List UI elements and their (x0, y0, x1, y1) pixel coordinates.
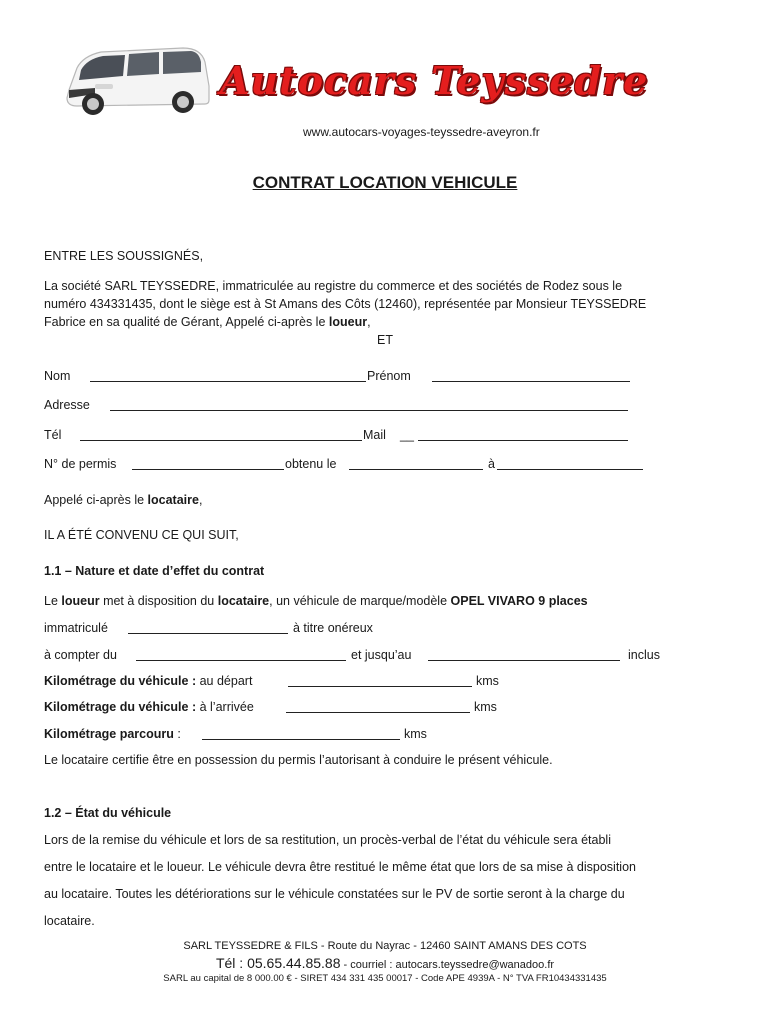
parties-intro: ENTRE LES SOUSSIGNÉS, (44, 249, 204, 263)
date-start-label: à compter du (44, 648, 117, 662)
date-end-field[interactable] (428, 648, 620, 661)
company-line-1: La société SARL TEYSSEDRE, immatriculée au registre du commerce et des sociétés de Rodez sous le (44, 279, 623, 293)
lieu-label: à (488, 457, 495, 471)
footer-address: SARL TEYSSEDRE & FILS - Route du Nayrac - 12460 SAINT AMANS DES COTS (183, 940, 587, 952)
vehicle-model: OPEL VIVARO 9 places (450, 594, 588, 608)
lieu-field[interactable] (497, 457, 643, 470)
km-arrivee-field[interactable] (286, 700, 470, 713)
company-logo-text: Autocars Teyssedre (220, 58, 649, 103)
permis-certification: Le locataire certifie être en possession du permis l’autorisant à conduire le présent véhicule. (44, 753, 553, 767)
loueur-term: loueur (328, 315, 368, 329)
nom-label: Nom (44, 369, 71, 383)
km-depart-field[interactable] (288, 674, 472, 687)
et-separator: ET (377, 333, 393, 347)
tel-field[interactable] (80, 428, 362, 441)
km-depart-unit: kms (476, 674, 499, 688)
adresse-label: Adresse (44, 398, 90, 412)
mail-field[interactable] (418, 428, 628, 441)
etat-line-1: Lors de la remise du véhicule et lors de sa restitution, un procès-verbal de l’état du véhicule sera établi (44, 833, 611, 847)
footer-email: - courriel : autocars.teyssedre@wanadoo.fr (340, 959, 555, 971)
company-line-3: Fabrice en sa qualité de Gérant, Appelé ci-après le loueur, (44, 315, 371, 329)
immatricule-label: immatriculé (44, 621, 108, 635)
footer-legal: SARL au capital de 8 000.00 € - SIRET 434 331 435 00017 - Code APE 4939A - N° TVA FR10434331435 (163, 973, 607, 984)
obtenu-label: obtenu le (285, 457, 337, 471)
immatricule-field[interactable] (128, 621, 288, 634)
etat-line-3: au locataire. Toutes les détériorations sur le véhicule constatées sur le PV de sortie seront à la charge du (44, 887, 625, 901)
footer-phone: Tél : 05.65.44.85.88 (215, 955, 341, 971)
date-start-field[interactable] (136, 648, 346, 661)
km-parcouru-field[interactable] (202, 727, 400, 740)
locataire-line: Appelé ci-après le locataire, (44, 493, 203, 507)
date-end-label: et jusqu’au (351, 648, 412, 662)
van-icon (55, 42, 215, 122)
locataire-term: locataire (147, 493, 199, 507)
vehicle-line: Le loueur met à disposition du locataire, un véhicule de marque/modèle OPEL VIVARO 9 places (44, 594, 588, 608)
km-arrivee-unit: kms (474, 700, 497, 714)
permis-field[interactable] (132, 457, 284, 470)
inclus-label: inclus (628, 648, 660, 662)
permis-label: N° de permis (44, 457, 117, 471)
page-title: CONTRAT LOCATION VEHICULE (252, 173, 518, 192)
mail-prefix: __ (400, 428, 414, 442)
company-line-2: numéro 434331435, dont le siège est à St Amans des Côts (12460), représentée par Monsieur TEYSSEDRE (44, 297, 647, 311)
mail-label: Mail (363, 428, 386, 442)
tel-label: Tél (44, 428, 62, 442)
section-2-heading: 1.2 – État du véhicule (44, 806, 172, 820)
nom-field[interactable] (90, 369, 366, 382)
prenom-label: Prénom (367, 369, 411, 383)
km-parcouru-unit: kms (404, 727, 427, 741)
section-1-heading: 1.1 – Nature et date d’effet du contrat (44, 564, 265, 578)
obtenu-field[interactable] (349, 457, 483, 470)
footer-contact (0, 955, 770, 971)
prenom-field[interactable] (432, 369, 630, 382)
etat-line-2: entre le locataire et le loueur. Le véhicule devra être restitué le même état que lors de sa mise à disposition (44, 860, 636, 874)
etat-line-4: locataire. (44, 914, 95, 928)
km-depart-row: Kilométrage du véhicule : au départ (44, 674, 253, 688)
titre-onereux-label: à titre onéreux (293, 621, 373, 635)
km-arrivee-row: Kilométrage du véhicule : à l’arrivée (44, 700, 254, 714)
km-parcouru-row: Kilométrage parcouru : (44, 727, 181, 741)
convenu-line: IL A ÉTÉ CONVENU CE QUI SUIT, (44, 528, 239, 542)
website-link[interactable]: www.autocars-voyages-teyssedre-aveyron.fr (303, 125, 540, 139)
adresse-field[interactable] (110, 398, 628, 411)
